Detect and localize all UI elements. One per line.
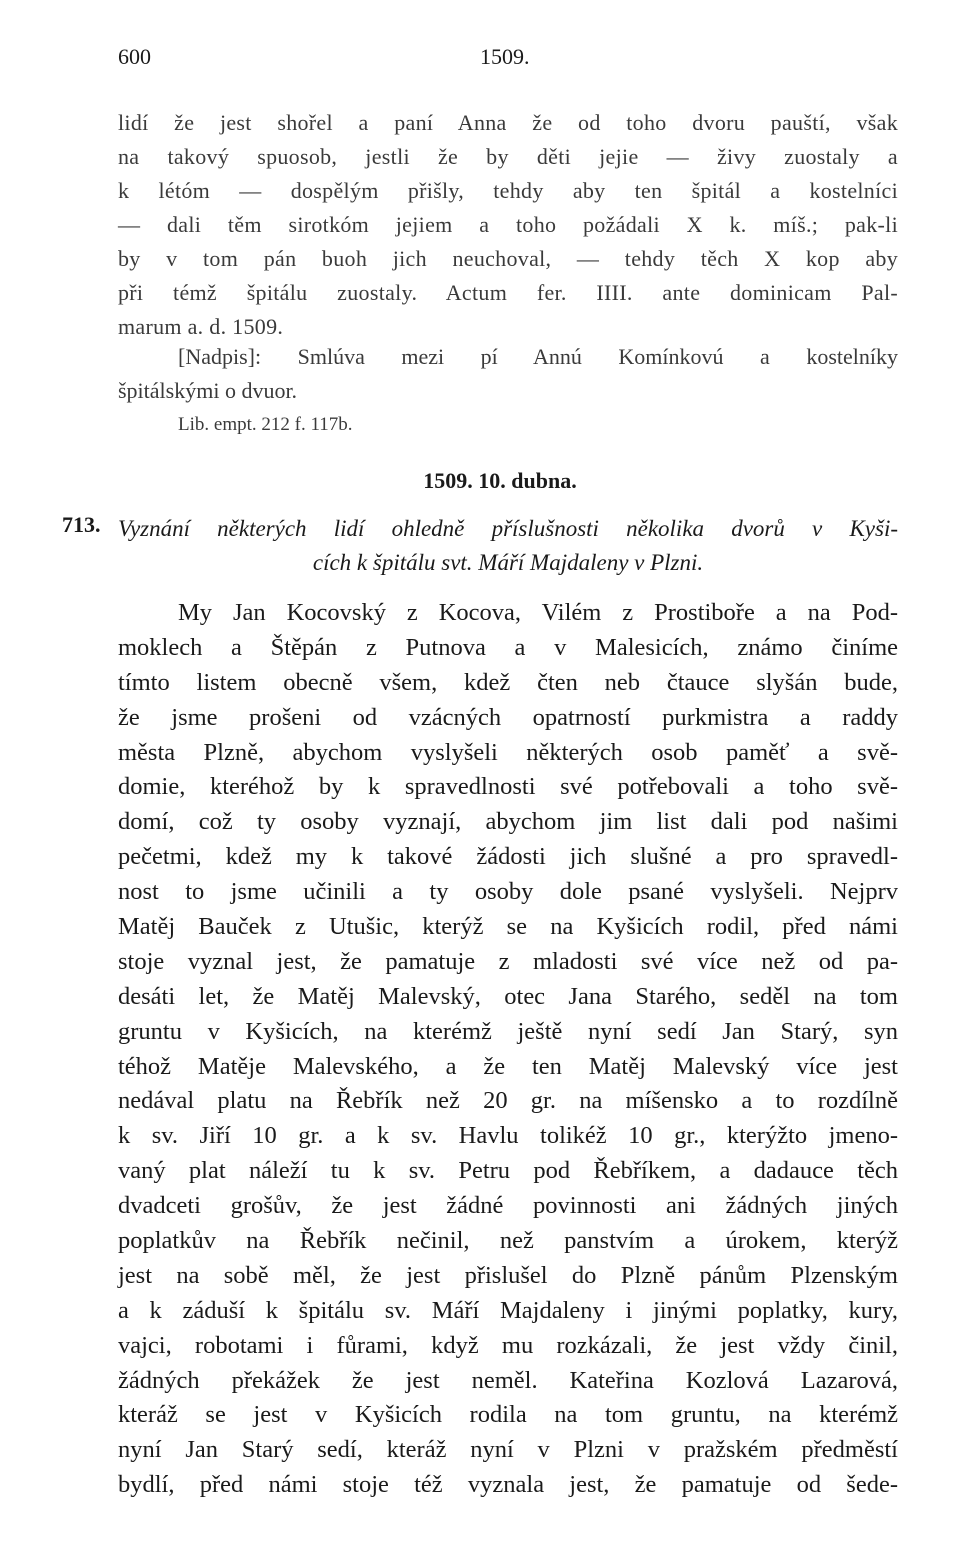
running-header-year: 1509. — [480, 44, 530, 69]
body-line: nedával platu na Řebřík než 20 gr. na míšensko a to rozdílně — [118, 1087, 898, 1115]
text-line: lidí že jest shořel a paní Anna že od toho dvoru pauští, však — [118, 110, 898, 135]
body-line: k sv. Jiří 10 gr. a k sv. Havlu tolikéž 10 gr., kterýžto jmeno- — [118, 1122, 898, 1150]
title-line: Vyznání některých lidí ohledně příslušnosti několika dvorů v Kyši- — [118, 516, 898, 541]
body-line: vaný plat náleží tu k sv. Petru pod Řebříkem, a dadauce těch — [118, 1157, 898, 1185]
body-line: vajci, robotami i fůrami, když mu rozkázali, že jest vždy činil, — [118, 1331, 898, 1359]
document-date-heading: 1509. 10. dubna. — [423, 468, 577, 493]
page-number: 600 — [118, 44, 151, 69]
previous-document-text — [118, 106, 898, 344]
body-line: My Jan Kocovský z Kocova, Vilém z Prostiboře a na Pod- — [178, 599, 898, 626]
body-line: jest na sobě měl, že jest přislušel do Plzně pánům Plzenským — [118, 1261, 898, 1289]
body-line: kteráž se jest v Kyšicích rodila na tom gruntu, na kterémž — [118, 1401, 898, 1429]
caption-line: špitálskými o dvuor. — [118, 378, 298, 403]
body-line: pečetmi, kdež my k takové žádosti jich slušné a pro spravedl- — [118, 843, 898, 871]
document-title — [118, 512, 898, 580]
body-line: desáti let, že Matěj Malevský, otec Jana Starého, seděl na tom — [118, 982, 898, 1010]
body-line: a k záduší k špitálu sv. Máří Majdaleny i jinými poplatky, kury, — [118, 1296, 898, 1324]
body-line: žádných překážek že jest neměl. Kateřina Kozlová Lazarová, — [118, 1366, 898, 1394]
body-line: téhož Matěje Malevského, a že ten Matěj Malevský více jest — [118, 1052, 898, 1080]
text-line: by v tom pán buoh jich neuchoval, — tehdy těch X kop aby — [118, 246, 898, 271]
body-line: města Plzně, abychom vyslyšeli některých osob paměť a svě- — [118, 738, 898, 766]
body-line: poplatkův na Řebřík nečinil, než panstvím a úrokem, kterýž — [118, 1227, 898, 1255]
title-line: cích k špitálu svt. Máří Majdaleny v Plzni. — [312, 550, 704, 575]
body-line: Matěj Bauček z Utušic, kterýž se na Kyšicích rodil, před námi — [118, 913, 898, 941]
text-line: k létóm — dospělým přišly, tehdy aby ten špitál a kostelníci — [118, 178, 898, 203]
body-line: moklech a Štěpán z Putnova a v Malesicích, známo činíme — [118, 633, 898, 661]
text-line: marum a. d. 1509. — [118, 314, 284, 339]
body-line: že jsme prošeni od vzácných opatrností purkmistra a raddy — [118, 703, 898, 731]
text-line: na takový spuosob, jestli že by děti jejie — živy zuostaly a — [118, 144, 898, 169]
previous-document-caption — [118, 340, 898, 408]
body-line: dvadceti grošův, že jest žádné povinnosti ani žádných jiných — [118, 1192, 898, 1220]
document-body — [118, 596, 898, 1503]
page-header — [118, 44, 898, 76]
text-line: při témž špitálu zuostaly. Actum fer. IIII. ante dominicam Pal- — [118, 280, 898, 305]
body-line: nyní Jan Starý sedí, kteráž nyní v Plzni v pražském předměstí — [118, 1436, 898, 1464]
body-line: domie, kteréhož by k spravedlnosti své potřebovali a toho svě- — [118, 773, 898, 801]
body-line: nost to jsme učinili a ty osoby dole psané vyslyšeli. Nejprv — [118, 878, 898, 906]
document-number: 713. — [62, 512, 101, 537]
body-line: stoje vyznal jest, že pamatuje z mladosti své více než od pa- — [118, 947, 898, 975]
caption-line: [Nadpis]: Smlúva mezi pí Annú Komínkovú a kostelníky — [178, 344, 898, 369]
text-line: — dali těm sirotkóm jejiem a toho požádali X k. míš.; pak-li — [118, 212, 898, 237]
body-line: bydlí, před námi stoje též vyznala jest, že pamatuje od šede- — [118, 1471, 898, 1499]
source-reference: Lib. empt. 212 f. 117b. — [178, 414, 353, 435]
body-line: domí, což ty osoby vyznají, abychom jim list dali pod našimi — [118, 808, 898, 836]
body-line: tímto listem obecně všem, kdež čten neb čtauce slyšán bude, — [118, 668, 898, 696]
body-line: gruntu v Kyšicích, na kterémž ještě nyní sedí Jan Starý, syn — [118, 1017, 898, 1045]
